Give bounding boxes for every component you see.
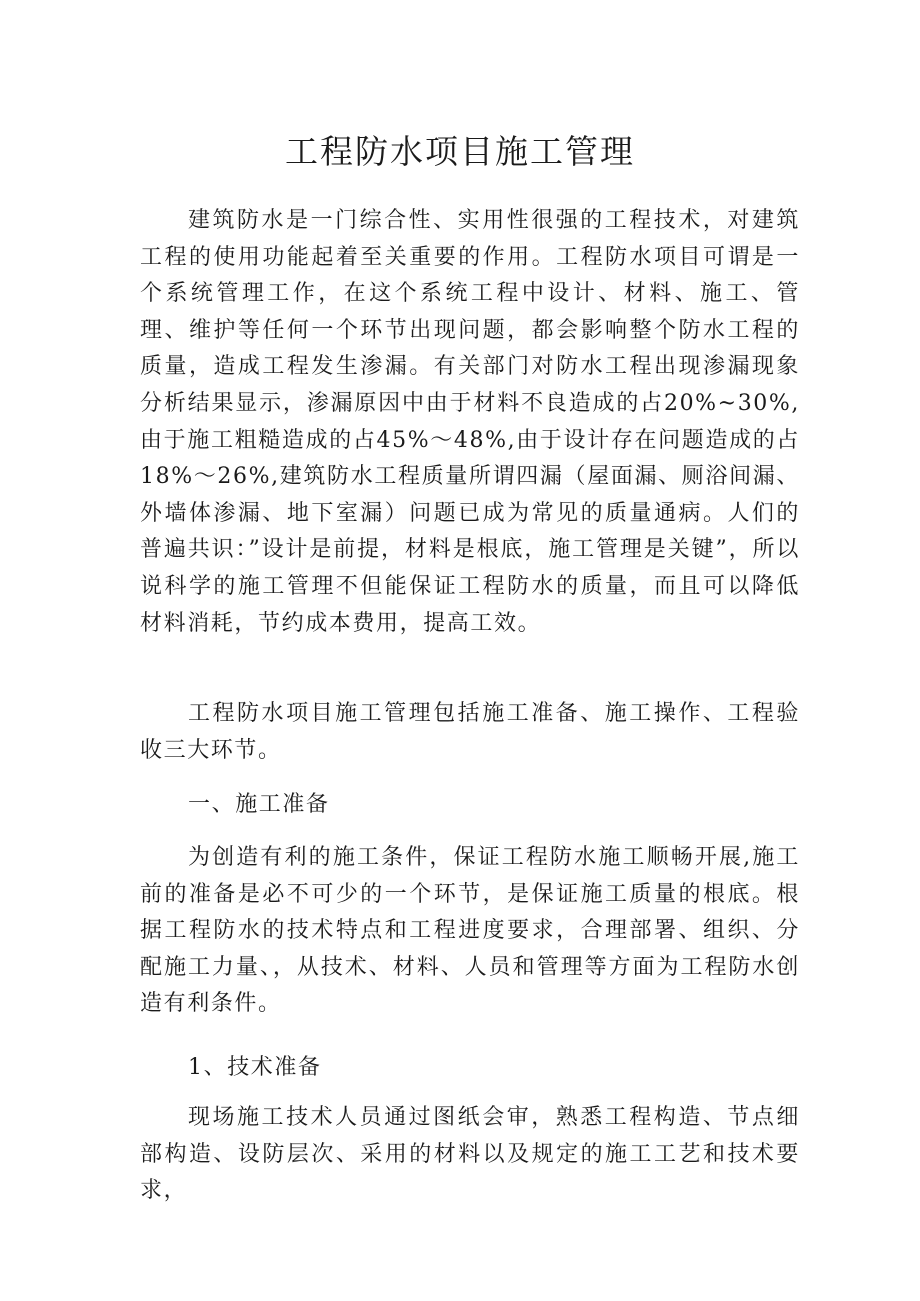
technical-preparation-paragraph: 现场施工技术人员通过图纸会审，熟悉工程构造、节点细部构造、设防层次、采用的材料以及规定的施工工艺和技术要求， bbox=[140, 1105, 800, 1204]
construction-preparation-paragraph: 为创造有利的施工条件，保证工程防水施工顺畅开展,施工前的准备是必不可少的一个环节，是保证施工质量的根底。根据工程防水的技术特点和工程进度要求，合理部署、组织、分配施工力量、，从技术、材料、人员和管理等方面为工程防水创造有利条件。 bbox=[140, 845, 800, 1017]
intro-paragraph: 建筑防水是一门综合性、实用性很强的工程技术，对建筑工程的使用功能起着至关重要的作用。工程防水项目可谓是一个系统管理工作，在这个系统工程中设计、材料、施工、管理、维护等任何一个环节出现问题，都会影响整个防水工程的质量，造成工程发生渗漏。有关部门对防水工程出现渗漏现象分析结果显示，渗漏原因中由于材料不良造成的占20%~30%,由于施工粗糙造成的占45%～48%,由于设计存在问题造成的占18%～26%,建筑防水工程质量所谓四漏（屋面漏、厕浴间漏、外墙体渗漏、地下室漏）问题已成为常见的质量通病。人们的普遍共识：”设计是前提，材料是根底，施工管理是关键”，所以说科学的施工管理不但能保证工程防水的质量，而且可以降低材料消耗，节约成本费用，提高工效。 bbox=[140, 208, 800, 636]
section-heading-construction-preparation: 一、施工准备 bbox=[188, 792, 330, 817]
overview-paragraph: 工程防水项目施工管理包括施工准备、施工操作、工程验收三大环节。 bbox=[140, 701, 800, 763]
subsection-heading-technical-preparation: 1、技术准备 bbox=[188, 1055, 322, 1080]
document-title: 工程防水项目施工管理 bbox=[285, 132, 635, 171]
